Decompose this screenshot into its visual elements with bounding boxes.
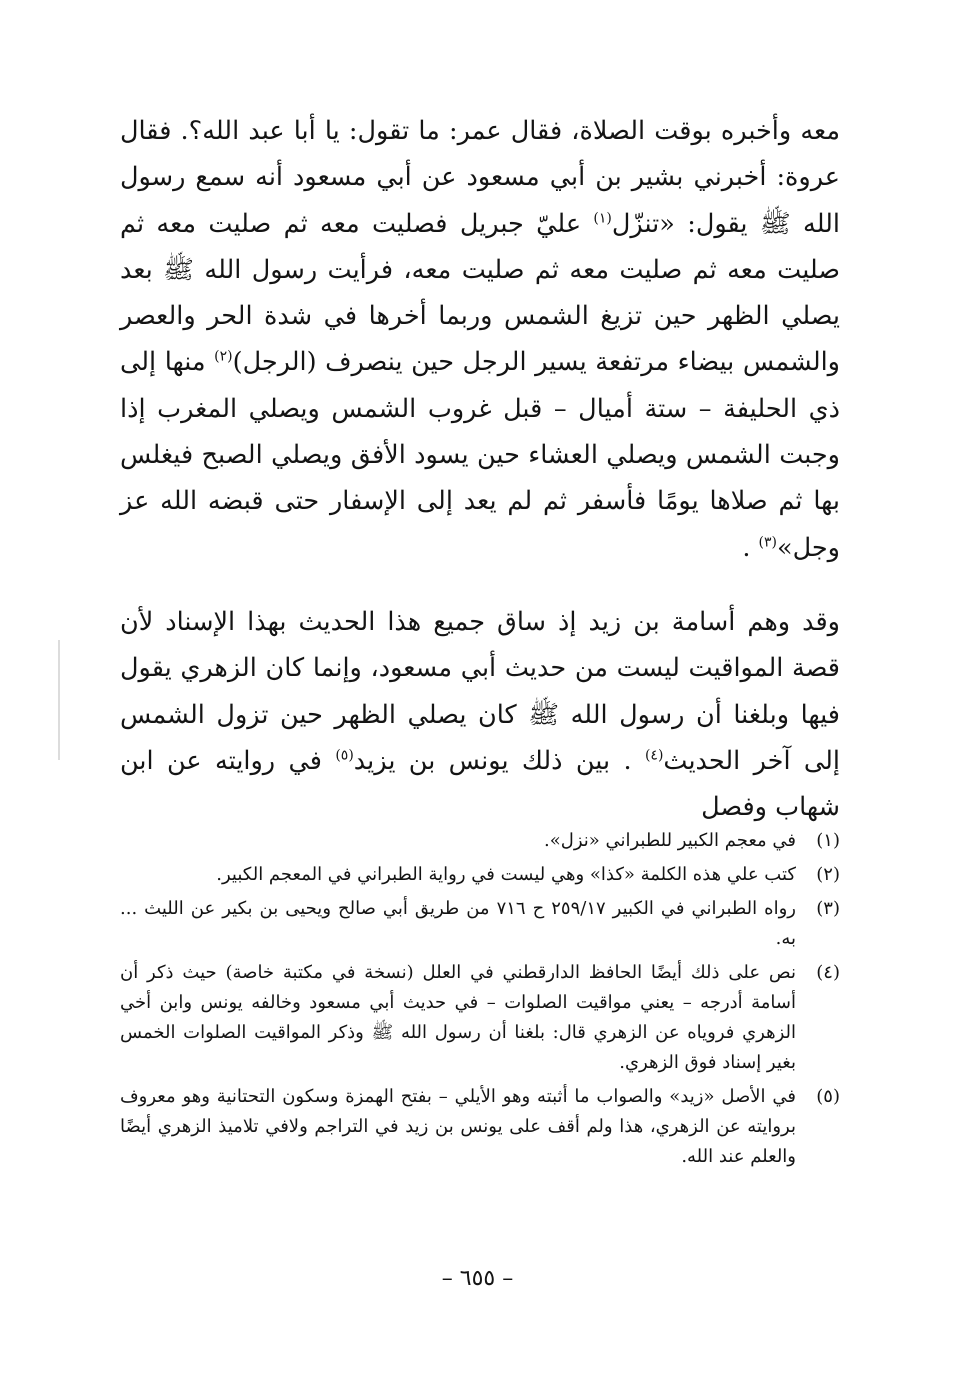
footnote-3	[120, 894, 840, 954]
page-body	[120, 108, 840, 830]
footnote-text: نص على ذلك أيضًا الحافظ الدارقطني في العلل (نسخة في مكتبة خاصة) حيث ذكر أن أسامة أدرجه – يعني مواقيت الصلوات – في حديث أبي مسعود وخالفه يونس وابن أخي الزهري فروياه عن الزهري قال: بلغنا أن رسول الله ﷺ وذكر المواقيت الصلوات الخمس بغير إسناد فوق الزهري.	[120, 962, 796, 1073]
paragraph-1-text-1: معه وأخبره بوقت الصلاة، فقال عمر: ما تقول: يا أبا عبد الله؟. فقال عروة: أخبرني بشير بن أبي مسعود عن أبي مسعود أنه سمع رسول الله ﷺ يقول: «تنزّل	[120, 116, 840, 239]
paragraph-1-text-3: منها إلى ذي الحليفة – ستة أميال – قبل غروب الشمس ويصلي المغرب إذا وجبت الشمس ويصلي العشاء حين يسود الأفق ويصلي الصبح فيغلس بها ثم صلاها يومًا فأسفر ثم لم يعد إلى الإسفار حتى قبضه الله عز وجل»	[120, 347, 840, 563]
footnote-number: (٣)	[816, 898, 840, 919]
paragraph-2-text-1: وقد وهم أسامة بن زيد إذ ساق جميع هذا الحديث بهذا الإسناد لأن قصة المواقيت ليست من حديث أبي مسعود، وإنما كان الزهري يقول فيها وبلغنا أن رسول الله ﷺ كان يصلي الظهر حين تزول الشمس إلى آخر الحديث	[120, 606, 840, 776]
footnote-text: رواه الطبراني في الكبير ٢٥٩/١٧ ح ٧١٦ من طريق أبي صالح ويحيى بن بكير عن الليث ... به.	[120, 898, 796, 949]
paragraph-2-text-3: في روايته عن ابن شهاب وفصل	[120, 745, 840, 823]
paragraph-2	[120, 599, 840, 830]
footnotes	[120, 826, 840, 1176]
paragraph-1	[120, 108, 840, 571]
footnote-2	[120, 860, 840, 890]
footnote-ref-1: (١)	[593, 210, 612, 227]
footnote-ref-3: (٣)	[758, 534, 777, 551]
footnote-1	[120, 826, 840, 856]
footnote-4	[120, 958, 840, 1078]
footnote-text: في الأصل «زيد» والصواب ما أثبته وهو الأيلي – بفتح الهمزة وسكون التحتانية وهو معروف بروايته عن الزهري، هذا ولم أقف على يونس بن زيد في التراجم ولافي تلاميذ الزهري أيضًا والعلم عند الله.	[120, 1086, 796, 1167]
footnote-ref-5: (٥)	[335, 747, 354, 764]
footnote-number: (٢)	[816, 864, 840, 885]
paragraph-1-text-2: عليّ جبريل فصليت معه ثم صليت معه ثم صليت معه ثم صليت معه ثم صليت معه، فرأيت رسول الله ﷺ بعد يصلي الظهر حين تزيغ الشمس وربما أخرها في شدة الحر والعصر والشمس بيضاء مرتفعة يسير الرجل حين ينصرف (الرجل)	[120, 208, 840, 378]
footnote-ref-2: (٢)	[214, 348, 233, 365]
footnote-number: (٥)	[816, 1086, 840, 1107]
paragraph-2-text-2: . بين ذلك يونس بن يزيد	[353, 745, 645, 776]
footnote-ref-4: (٤)	[644, 747, 664, 764]
footnote-text: في معجم الكبير للطبراني «نزل».	[544, 830, 796, 851]
footnote-text: كتب علي هذه الكلمة «كذا» وهي ليست في رواية الطبراني في المعجم الكبير.	[216, 864, 796, 885]
footnote-number: (١)	[816, 830, 840, 851]
footnote-5	[120, 1082, 840, 1172]
paragraph-1-text-4: .	[742, 532, 759, 563]
scan-edge-mark	[58, 640, 60, 760]
page-number: – ٦٥٥ –	[441, 1266, 514, 1291]
footnote-number: (٤)	[816, 962, 840, 983]
